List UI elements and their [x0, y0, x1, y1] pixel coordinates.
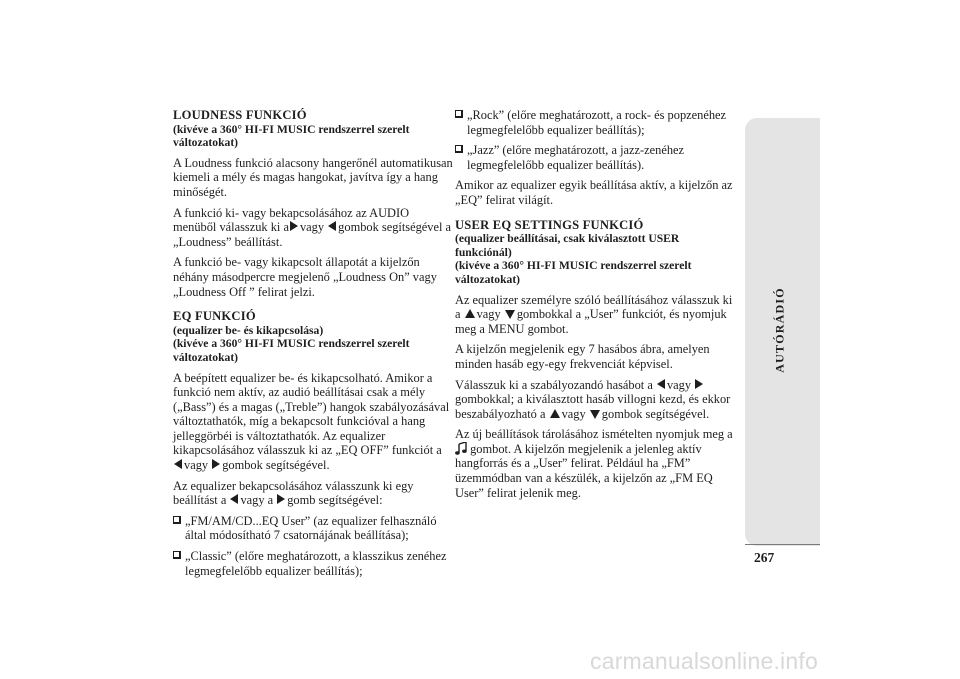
checkbox-bullet-icon	[455, 145, 463, 153]
bullet-text: „Classic” (előre meghatározott, a klasszikus zenéhez legmegfelelőbb equalizer beállítás);	[185, 549, 447, 578]
chapter-label: AUTÓRÁDIÓ	[772, 287, 787, 373]
left-arrow-icon	[174, 459, 182, 469]
text-span: gombot. A kijelzőn megjelenik a jelenleg aktív hangforrás és a „User” felirat. Például ha „FM” üzemmódban van a készülék, a kijelzőn az „FM EQ User” felirat jelenik meg.	[455, 441, 713, 500]
text-span: Az equalizer személyre szóló beállításához válasszuk ki a	[455, 292, 733, 322]
user-eq-paragraph-2: A kijelzőn megjelenik egy 7 hasábos ábra, amelyen minden hasáb egy-egy frekvenciát képvisel.	[455, 342, 710, 371]
left-arrow-icon	[657, 379, 665, 389]
text-span: gombokkal; a kiválasztott hasáb villogni kezd, és ekkor beszabályozható a	[455, 392, 731, 421]
checkbox-bullet-icon	[173, 516, 181, 524]
text-span: A beépített equalizer be- és kikapcsolható. Amikor a funkció nem aktív, az audió beállításai csak a mély („Bass”) és a magas („Treble”) hangok szabályozásával változtathatók, míg a bekapcsolt funkcióval a hang jelleggörbéi is változtathatók. Az equalizer kikapcsolásához válasszuk ki az „EQ OFF” funkciót a	[173, 370, 450, 458]
list-item	[455, 143, 740, 172]
left-column	[173, 108, 453, 584]
down-arrow-icon	[590, 410, 600, 419]
text-span: gomb segítségével:	[287, 493, 383, 508]
eq-active-paragraph: Amikor az equalizer egyik beállítása aktív, a kijelzőn az „EQ” felirat világít.	[455, 178, 733, 207]
right-arrow-icon	[212, 459, 220, 469]
tab-divider	[745, 544, 820, 545]
eq-section	[173, 309, 453, 364]
list-item	[455, 108, 740, 137]
text-span: vagy	[666, 377, 692, 392]
text-span: gombok segítségével.	[601, 406, 710, 421]
watermark: carmanualsonline.info	[590, 648, 818, 674]
eq-subtitle-1: (equalizer be- és kikapcsolása)	[173, 323, 324, 337]
loudness-subtitle-1: (kivéve a 360° HI-FI MUSIC rendszerrel szerelt	[173, 122, 410, 136]
eq-subtitle-2: (kivéve a 360° HI-FI MUSIC rendszerrel szerelt	[173, 337, 410, 351]
text-span: gombokkal a „User” funkciót, és nyomjuk meg a MENU gombot.	[455, 307, 727, 336]
left-arrow-icon	[230, 494, 238, 504]
text-span: Válasszuk ki a szabályozandó hasábot a	[455, 377, 653, 392]
text-span: vagy	[561, 406, 586, 421]
user-eq-subtitle-4: változatokat)	[455, 272, 521, 286]
eq-title: EQ FUNKCIÓ	[173, 309, 256, 324]
user-eq-subtitle-1: (equalizer beállításai, csak kiválasztott USER	[455, 232, 680, 246]
loudness-title: LOUDNESS FUNKCIÓ	[173, 108, 307, 122]
right-arrow-icon	[695, 379, 703, 389]
text-span: vagy	[184, 458, 209, 473]
eq-paragraph-1	[173, 371, 453, 473]
loudness-paragraph-1: A Loudness funkció alacsony hangerőnél automatikusan kiemeli a mély és magas hangokat, javítva így a hang minőségét.	[173, 155, 453, 199]
bullet-text: „FM/AM/CD...EQ User” (az equalizer felhasználó által módosítható 7 csatornájának beállítása);	[185, 513, 437, 543]
text-span: Az equalizer bekapcsolásához válasszunk ki egy beállítást a	[173, 478, 414, 508]
user-eq-section	[455, 218, 740, 287]
eq-subtitle-3: változatokat)	[173, 350, 239, 364]
list-item	[173, 549, 453, 578]
text-span: Az új beállítások tárolásához ismételten nyomjuk meg a	[455, 427, 733, 442]
eq-paragraph-2	[173, 479, 453, 508]
loudness-subtitle-2: változatokat)	[173, 136, 239, 150]
bullet-text: „Jazz” (előre meghatározott, a jazz-zenéhez legmegfelelőbb equalizer beállítás).	[467, 143, 685, 172]
loudness-section	[173, 108, 453, 150]
list-item	[173, 514, 453, 543]
text-span: A funkció ki- vagy bekapcsolásához az AUDIO menüből válasszuk ki a	[173, 205, 410, 235]
user-eq-paragraph-1	[455, 293, 740, 337]
loudness-paragraph-3: A funkció be- vagy kikapcsolt állapotát a kijelzőn néhány másodpercre megjelenő „Loudness On” vagy „Loudness Off ” felirat jelzi.	[173, 255, 437, 299]
checkbox-bullet-icon	[455, 110, 463, 118]
user-eq-subtitle-3: (kivéve a 360° HI-FI MUSIC rendszerrel szerelt	[455, 259, 692, 273]
right-arrow-icon	[290, 221, 298, 231]
down-arrow-icon	[505, 310, 515, 319]
text-span: gombok segítségével.	[222, 458, 330, 473]
left-arrow-icon	[328, 221, 336, 231]
right-arrow-icon	[277, 494, 285, 504]
text-span: vagy	[476, 307, 501, 322]
right-column	[455, 108, 740, 506]
up-arrow-icon	[550, 409, 560, 418]
bullet-text: „Rock” (előre meghatározott, a rock- és popzenéhez legmegfelelőbb equalizer beállítás);	[467, 108, 727, 137]
music-note-icon	[455, 442, 467, 455]
user-eq-paragraph-4	[455, 427, 740, 500]
user-eq-paragraph-3	[455, 378, 740, 422]
user-eq-subtitle-2: funkciónál)	[455, 245, 512, 259]
text-span: vagy a	[240, 493, 274, 508]
text-span: vagy	[299, 220, 325, 235]
checkbox-bullet-icon	[173, 551, 181, 559]
loudness-paragraph-2	[173, 206, 453, 250]
text-span: gombok segítségével a „Loudness” beállítást.	[173, 220, 452, 249]
up-arrow-icon	[465, 309, 475, 318]
page-number: 267	[754, 550, 775, 565]
user-eq-title: USER EQ SETTINGS FUNKCIÓ	[455, 217, 644, 232]
